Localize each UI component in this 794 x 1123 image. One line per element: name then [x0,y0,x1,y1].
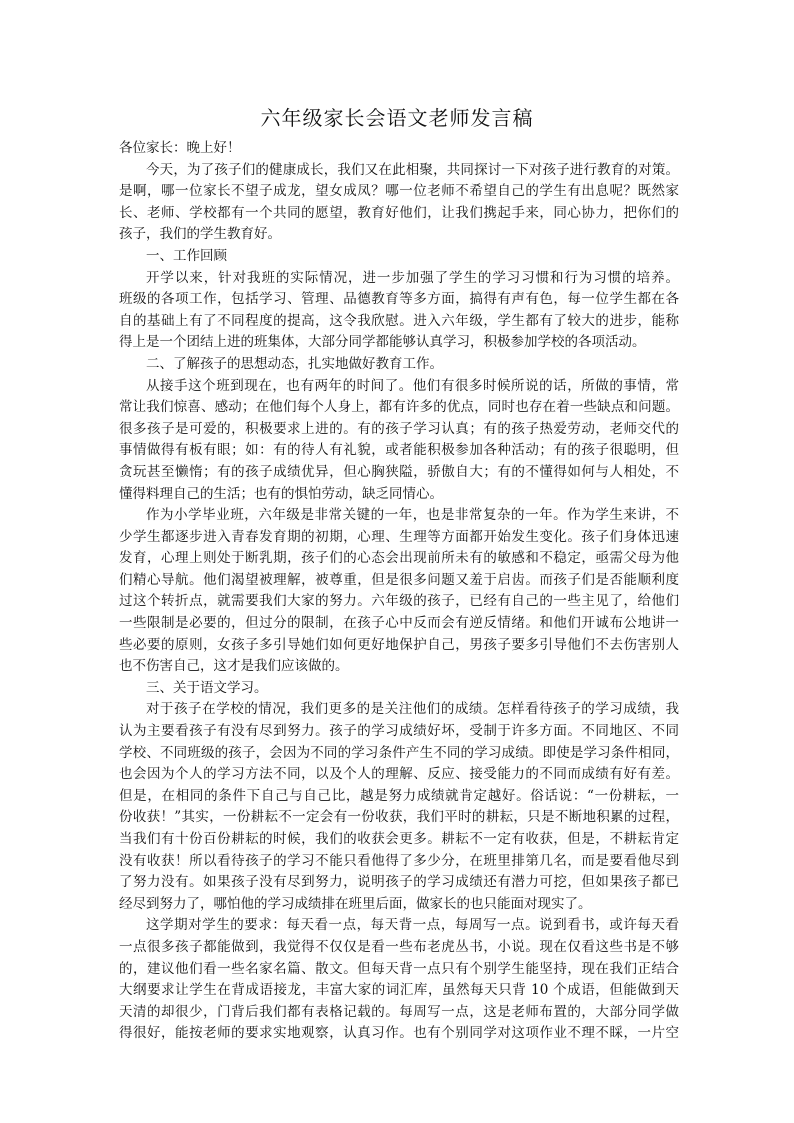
body-text-line: 份收获！”其实，一份耕耘不一定会有一份收获，我们平时的耕耘，只是不断地积累的过程， [119,809,679,826]
body-text-line: 三、关于语文学习。 [146,679,268,696]
body-text-line: 长、老师、学校都有一个共同的愿望，教育好他们，让我们携起手来，同心协力，把你们的 [119,204,679,221]
body-text-line: 各位家长：晚上好！ [119,140,241,156]
body-text-line: 贪玩甚至懒惰；有的孩子成绩优异，但心胸狭隘，骄傲自大；有的不懂得如何与人相处，不 [119,463,679,480]
body-text-line: 二、了解孩子的思想动态，扎实地做好教育工作。 [146,355,443,372]
body-text-line: 是啊，哪一位家长不望子成龙，望女成凤？哪一位老师不希望自己的学生有出息呢？既然家 [119,183,679,200]
body-text-line: 认为主要看孩子有没有尽到努力。孩子的学习成绩好坏，受制于许多方面。不同地区、不同 [119,723,679,740]
body-text-line: 得很好，能按老师的要求实地观察，认真习作。也有个别同学对这项作业不理不睬，一片空 [119,1025,679,1042]
document-body [119,138,679,1045]
body-text-line: 懂得料理自己的生活；也有的惧怕劳动，缺乏同情心。 [119,485,443,502]
body-text-line: 些必要的原则，女孩子多引导她们如何更好地保护自己，男孩子要多引导他们不去伤害别人 [119,636,679,653]
body-text-line: 经尽到努力了，哪怕他的学习成绩排在班里后面，做家长的也只能面对现实了。 [119,895,592,912]
body-text-line: 作为小学毕业班，六年级是非常关键的一年，也是非常复杂的一年。作为学生来讲，不 [146,507,679,524]
body-text-line: 对于孩子在学校的情况，我们更多的是关注他们的成绩。怎样看待孩子的学习成绩，我 [146,701,679,718]
body-text-line: 班级的各项工作，包括学习、管理、品德教育等多方面，搞得有声有色，每一位学生都在各 [119,291,679,308]
body-text-line: 常让我们惊喜、感动；在他们每个人身上，都有许多的优点，同时也存在着一些缺点和问题。 [119,399,679,416]
body-text-line: 一些限制是必要的，但过分的限制，在孩子心中反而会有逆反情绪。和他们开诚布公地讲一 [119,615,679,632]
body-text-line: 很多孩子是可爱的，积极要求上进的。有的孩子学习认真；有的孩子热爱劳动，老师交代的 [119,420,679,437]
body-text-line: 也不伤害自己，这才是我们应该做的。 [119,658,349,675]
body-text-line: 的，建议他们看一些名家名篇、散文。但每天背一点只有个别学生能坚持，现在我们正结合 [119,960,679,977]
body-text-line: 一点很多孩子都能做到，我觉得不仅仅是看一些布老虎丛书，小说。现在仅看这些书是不够 [119,938,679,955]
body-text-line: 当我们有十份百份耕耘的时候，我们的收获会更多。耕耘不一定有收获，但是，不耕耘肯定 [119,831,679,847]
body-text-line: 这学期对学生的要求：每天看一点，每天背一点，每周写一点。说到看书，或许每天看 [146,917,679,934]
body-text-line: 发育，心理上则处于断乳期，孩子们的心态会出现前所未有的敏感和不稳定，亟需父母为他 [119,550,679,567]
body-text-line: 没有收获！所以看待孩子的学习不能只看他得了多少分，在班里排第几名，而是要看他尽到 [119,852,679,869]
body-text-line: 开学以来，针对我班的实际情况，进一步加强了学生的学习习惯和行为习惯的培养。 [146,269,679,286]
body-text-line: 少学生都逐步进入青春发育期的初期，心理、生理等方面都开始发生变化。孩子们身体迅速 [119,528,679,545]
body-text-line: 自的基础上有了不同程度的提高，这令我欣慰。进入六年级，学生都有了较大的进步，能称 [119,312,679,329]
body-text-line: 了努力没有。如果孩子没有尽到努力，说明孩子的学习成绩还有潜力可挖，但如果孩子都已 [119,874,679,891]
body-text-line: 天清的却很少，门背后我们都有表格记载的。每周写一点，这是老师布置的，大部分同学做 [119,1003,679,1020]
body-text-line: 也会因为个人的学习方法不同，以及个人的理解、反应、接受能力的不同而成绩有好有差。 [119,766,679,783]
body-text-line: 孩子，我们的学生教育好。 [119,226,281,243]
body-text-line: 从接手这个班到现在，也有两年的时间了。他们有很多时候所说的话，所做的事情，常 [146,377,679,394]
body-text-line: 们精心导航。他们渴望被理解，被尊重，但是很多问题又羞于启齿。而孩子们是否能顺利度 [119,571,679,588]
body-text-line: 得上是一个团结上进的班集体，大部分同学都能够认真学习，积极参加学校的各项活动。 [119,334,646,351]
body-text-line: 但是，在相同的条件下自己与自己比，越是努力成绩就肯定越好。俗话说：“一份耕耘，一 [119,787,679,804]
body-text-line: 一、工作回顾 [146,247,227,264]
body-text-line: 大纲要求让学生在背成语接龙，丰富大家的词汇库，虽然每天只背 10 个成语，但能做到天 [119,982,679,999]
body-text-line: 学校、不同班级的孩子，会因为不同的学习条件产生不同的学习成绩。即使是学习条件相同， [119,744,679,761]
body-text-line: 过这个转折点，就需要我们大家的努力。六年级的孩子，已经有自己的一些主见了，给他们 [119,593,679,610]
document-title: 六年级家长会语文老师发言稿 [260,106,534,130]
body-text-line: 今天，为了孩子们的健康成长，我们又在此相聚，共同探讨一下对孩子进行教育的对策。 [146,161,679,178]
body-text-line: 事情做得有板有眼；如：有的待人有礼貌，或者能积极参加各种活动；有的孩子很聪明，但 [119,442,679,459]
